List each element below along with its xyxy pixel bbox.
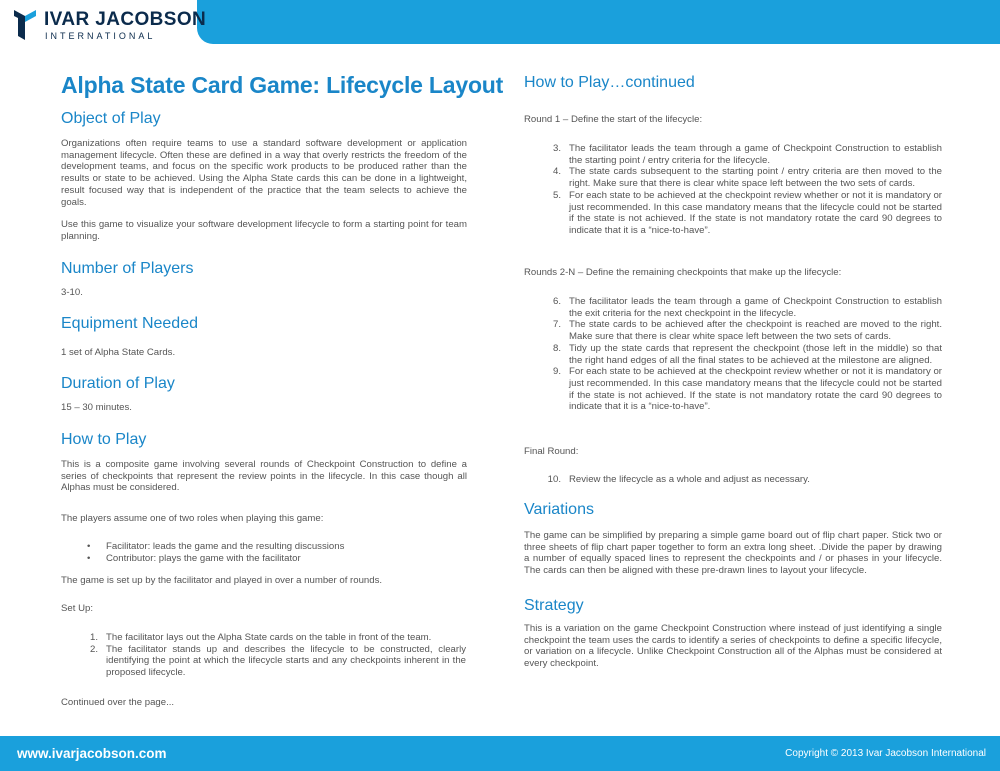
- rounds2n-label: Rounds 2-N – Define the remaining checkpoints that make up the lifecycle:: [524, 267, 842, 278]
- list-item: 1. The facilitator lays out the Alpha State cards on the table in front of the team.: [89, 632, 432, 643]
- company-logo: [12, 8, 207, 42]
- howto-paragraph-3: The game is set up by the facilitator and played in over a number of rounds.: [61, 575, 383, 586]
- heading-object-of-play: Object of Play: [61, 110, 161, 127]
- continued-note: Continued over the page...: [61, 697, 175, 708]
- heading-how-to-play: How to Play: [61, 431, 147, 448]
- page-title: Alpha State Card Game: Lifecycle Layout: [61, 72, 504, 98]
- setup-steps-list: [89, 632, 466, 679]
- list-item: 6. The facilitator leads the team through a game of Checkpoint Construction to establish the exit criteria for the next checkpoint in the lifecycle.: [552, 296, 942, 319]
- round1-label: Round 1 – Define the start of the lifecycle:: [524, 114, 703, 125]
- list-item: 3. The facilitator leads the team through a game of Checkpoint Construction to establish the starting point / entry criteria for the lifecycle.: [552, 143, 942, 166]
- bullet-icon: •: [87, 552, 91, 564]
- setup-label: Set Up:: [61, 603, 93, 614]
- heading-duration-of-play: Duration of Play: [61, 375, 175, 392]
- list-item: 10. Review the lifecycle as a whole and adjust as necessary.: [547, 474, 810, 485]
- logo-subtitle: INTERNATIONAL: [45, 31, 156, 41]
- final-steps-list: [547, 474, 942, 486]
- list-item: 5. For each state to be achieved at the checkpoint review whether or not it is mandatory or just recommended. In this case mandatory means that the lifecycle could not be started if the state is not achieved. If the state is not mandatory rotate the card 90 degrees to indicate that it is a “nice-to-have”.: [552, 189, 942, 236]
- object-paragraph-1: Organizations often require teams to use a standard software development or application management lifecycle. Often these are defined in a way that overly restricts the freedom of the development teams, and focus on the specific work products to be produced rather than the results or state to be achieved. Using the Alpha State cards this can be done in a lightweight, result focused way that is independent of the practice that the team selects to achieve the goals.: [61, 138, 467, 208]
- logo-mark-icon: [12, 8, 38, 42]
- variations-text: The game can be simplified by preparing a simple game board out of flip chart paper. Stick two or three sheets of flip chart paper together to form an extra long sheet. .Divide the paper by drawing a number of equally spaced lines to represent the checkpoints and / or phases in your lifecycle. The cards can then be aligned with these pre-drawn lines to layout your lifecycle.: [524, 530, 942, 577]
- roles-list: [87, 541, 466, 564]
- heading-strategy: Strategy: [524, 597, 584, 614]
- footer-copyright: Copyright © 2013 Ivar Jacobson International: [785, 748, 986, 759]
- players-text: 3-10.: [61, 287, 83, 298]
- list-item: 9. For each state to be achieved at the checkpoint review whether or not it is mandatory or just recommended. In this case mandatory means that the lifecycle could not be started if the state is not achieved. If the state is not mandatory rotate the card 90 degrees to indicate that it is a “nice-to-have”.: [552, 366, 942, 413]
- rounds2n-steps-list: [552, 296, 942, 413]
- list-item: • Contributor: plays the game with the facilitator: [87, 552, 301, 564]
- list-item: 4. The state cards subsequent to the starting point / entry criteria are then moved to the right. Make sure that there is clear white space left between the two sets of cards.: [552, 166, 942, 190]
- bullet-icon: •: [87, 541, 91, 552]
- equipment-text: 1 set of Alpha State Cards.: [61, 347, 176, 358]
- howto-paragraph-2: The players assume one of two roles when playing this game:: [61, 513, 324, 524]
- round1-steps-list: [552, 143, 942, 237]
- duration-text: 15 – 30 minutes.: [61, 402, 132, 413]
- strategy-text: This is a variation on the game Checkpoint Construction where instead of just identifying a single checkpoint the team uses the cards to identify a series of checkpoints to define a specific lifecycle, or variation on a lifecycle. Unlike Checkpoint Construction all of the Alphas must be considered at every checkpoint.: [524, 623, 942, 670]
- final-round-label: Final Round:: [524, 446, 579, 457]
- object-paragraph-2: Use this game to visualize your software development lifecycle to form a starting point for team planning.: [61, 219, 467, 242]
- list-item: 7. The state cards to be achieved after the checkpoint is reached are moved to the right. Make sure that there is clear white space left between the two sets of cards.: [552, 319, 942, 343]
- heading-equipment-needed: Equipment Needed: [61, 315, 198, 332]
- header-bar: [197, 0, 1000, 44]
- howto-paragraph-1: This is a composite game involving several rounds of Checkpoint Construction to define a series of checkpoints that represent the review points in the lifecycle. In this case though all Alphas must be considered.: [61, 459, 467, 494]
- logo-name: IVAR JACOBSON: [44, 9, 207, 30]
- heading-how-to-play-continued: How to Play…continued: [524, 74, 695, 91]
- heading-variations: Variations: [524, 501, 594, 518]
- heading-number-of-players: Number of Players: [61, 260, 194, 277]
- footer-website-link[interactable]: www.ivarjacobson.com: [17, 746, 167, 761]
- list-item: • Facilitator: leads the game and the resulting discussions: [87, 541, 345, 552]
- list-item: 8. Tidy up the state cards that represent the checkpoint (those left in the middle) so that the right hand edges of all the final states to be achieved at the milestone are aligned.: [552, 342, 942, 366]
- list-item: 2. The facilitator stands up and describes the lifecycle to be constructed, clearly identifying the point at which the lifecycle starts and any checkpoints inherent in the proposed lifecycle.: [89, 643, 466, 679]
- footer-bar: [0, 736, 1000, 771]
